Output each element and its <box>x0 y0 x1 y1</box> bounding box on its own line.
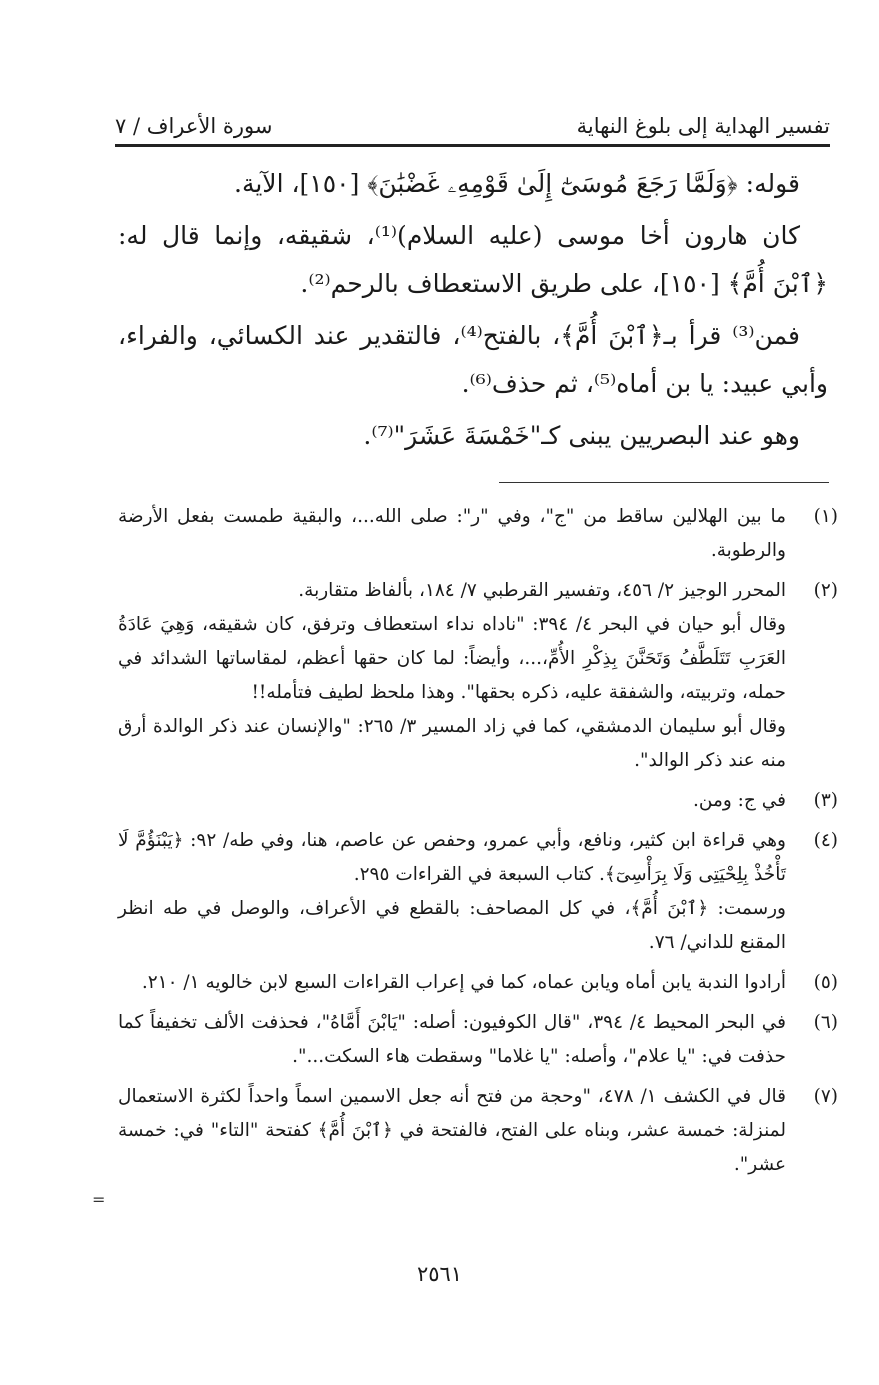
footnote-line: وقال أبو سليمان الدمشقي، كما في زاد المسير ٣/ ٢٦٥: "والإنسان عند ذكر الوالدة أرق منه عند ذكر الوالد". <box>118 716 786 771</box>
footnote-body <box>118 1080 786 1182</box>
footnote-line: وقال أبو حيان في البحر ٤/ ٣٩٤: "ناداه نداء استعطاف وترفق، كان شقيقه، وَهِيَ عَادَةُ العَرَبِ تَتَلَطَّفُ وَتَحَنَّنَ بِذِكْرِ الأُمِّ،...، وأيضاً: لما كان حقها أعظم، لمقاساتها الشدائد في حمله، وتربيته، والشفقة عليه، ذكره بحقها". وهذا ملحظ لطيف فتأمله!! <box>118 614 786 703</box>
footnotes <box>118 500 838 1188</box>
running-header <box>115 102 830 138</box>
footnote-body <box>118 500 786 568</box>
footnote-line: في ج: ومن. <box>692 790 786 811</box>
footnote-number: (٤) <box>813 830 838 851</box>
footnote <box>118 500 838 568</box>
footnote-body <box>118 966 786 1000</box>
footnote <box>118 824 838 960</box>
footnote-line: أرادوا الندبة يابن أماه ويابن عماه، كما في إعراب القراءات السبع لابن خالويه ١/ ٢١٠. <box>141 972 786 993</box>
paragraph: قوله: ﴿وَلَمَّا رَجَعَ مُوسَىٰٓ إِلَىٰ قَوْمِهِۦ غَضْبَٰنَ﴾ [١٥٠]، الآية. <box>234 169 800 198</box>
page-number: ٢٥٦١ <box>416 1262 463 1286</box>
surah-reference: سورة الأعراف / ٧ <box>115 114 273 138</box>
footnote <box>118 1080 838 1182</box>
footnote <box>118 784 838 818</box>
footnote <box>118 574 838 778</box>
footnote <box>118 966 838 1000</box>
footnote <box>118 1006 838 1074</box>
footnote-body <box>118 574 786 778</box>
edge-mark: = <box>92 1190 106 1209</box>
footnote-line: ورسمت: ﴿ٱبْنَ أُمَّ﴾، في كل المصاحف: بالقطع في الأعراف، والوصل في طه انظر المقنع للداني/ ٧٦. <box>118 898 786 953</box>
paragraph: وهو عند البصريين يبنى كـ"خَمْسَةَ عَشَرَ"⁽⁷⁾. <box>363 421 800 450</box>
header-rule <box>115 144 830 147</box>
footnote-line: قال في الكشف ١/ ٤٧٨، "وحجة من فتح أنه جعل الاسمين اسماً واحداً لكثرة الاستعمال لمنزلة: خمسة عشر، وبناه على الفتح، فالفتحة في ﴿ٱبْنَ أُمَّ﴾ كفتحة "التاء" في: خمسة عشر". <box>118 1086 786 1175</box>
footnote-number: (٥) <box>813 972 838 993</box>
footnote-separator <box>499 482 829 483</box>
footnote-body <box>118 1006 786 1074</box>
book-title: تفسير الهداية إلى بلوغ النهاية <box>576 114 830 138</box>
footnote-body <box>118 784 786 818</box>
footnote-line: وهي قراءة ابن كثير، ونافع، وأبي عمرو، وحفص عن عاصم، هنا، وفي طه/ ٩٢: ﴿يَبْنَؤُمَّ لَا تَأْخُذْ بِلِحْيَتِى وَلَا بِرَأْسِىٓ﴾. كتاب السبعة في القراءات ٢٩٥. <box>118 830 786 885</box>
footnote-line: في البحر المحيط ٤/ ٣٩٤، "قال الكوفيون: أصله: "يَابْنَ أَمَّاهُ"، فحذفت الألف تخفيفاً كما حذفت في: "يا علام"، وأصله: "يا غلاما" وسقطت هاء السكت...". <box>118 1012 786 1067</box>
footnote-line: المحرر الوجيز ٢/ ٤٥٦، وتفسير القرطبي ٧/ ١٨٤، بألفاظ متقاربة. <box>298 580 786 601</box>
footnote-number: (٧) <box>813 1086 838 1107</box>
main-text <box>118 160 828 464</box>
footnote-number: (٦) <box>813 1012 838 1033</box>
footnote-number: (٢) <box>813 580 838 601</box>
paragraph: كان هارون أخا موسى (عليه السلام)⁽¹⁾، شقيقه، وإنما قال له: ﴿ٱبْنَ أُمَّ﴾ [١٥٠]، على طريق الاستعطاف بالرحم⁽²⁾. <box>118 221 828 298</box>
paragraph: فمن⁽³⁾ قرأ بـ﴿ٱبْنَ أُمَّ﴾، بالفتح⁽⁴⁾، فالتقدير عند الكسائي، والفراء، وأبي عبيد: يا بن أماه⁽⁵⁾، ثم حذف⁽⁶⁾. <box>118 321 828 398</box>
footnote-number: (١) <box>813 506 838 527</box>
footnote-body <box>118 824 786 960</box>
footnote-number: (٣) <box>813 790 838 811</box>
footnote-line: ما بين الهلالين ساقط من "ج"، وفي "ر": صلى الله...، والبقية طمست بفعل الأرضة والرطوبة. <box>118 506 786 561</box>
